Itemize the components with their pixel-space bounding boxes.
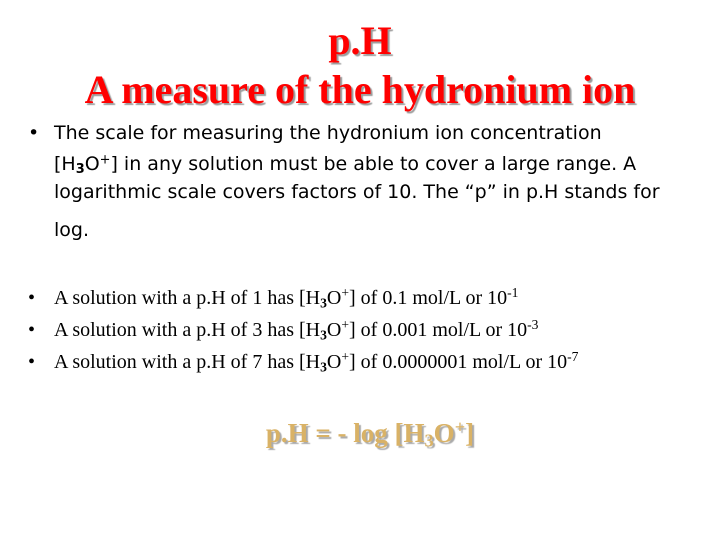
bullet-dot-icon: •	[28, 122, 40, 144]
ph-example-text: A solution with a p.H of 3 has $[H_3O^+]$ of 0.001 mol/L or $10^{-3}$	[54, 317, 539, 343]
intro-line-3: logarithmic scale covers factors of 10. The “p” in p.H stands for	[54, 181, 660, 203]
ph-formula: p.H = - $\log [H_3O^+]$	[265, 416, 475, 451]
bullet-dot-icon: •	[28, 319, 36, 341]
bullet-dot-icon: •	[28, 287, 36, 309]
bullet-dot-icon: •	[28, 351, 36, 373]
intro-line-2: $[H_3O^+]$ in any solution must be able to cover a large range. A	[54, 152, 637, 178]
intro-line-1: The scale for measuring the hydronium ion concentration	[54, 122, 602, 144]
ph-example-text: A solution with a p.H of 1 has $[H_3O^+]$ of 0.1 mol/L or $10^{-1}$	[54, 285, 519, 311]
ph-example-text: A solution with a p.H of 7 has $[H_3O^+]$ of 0.0000001 mol/L or $10^{-7}$	[54, 349, 579, 375]
slide-title-line-1: p.H	[328, 18, 392, 63]
intro-line-4: log.	[54, 219, 90, 241]
slide-title-line-2: A measure of the hydronium ion	[84, 67, 636, 112]
